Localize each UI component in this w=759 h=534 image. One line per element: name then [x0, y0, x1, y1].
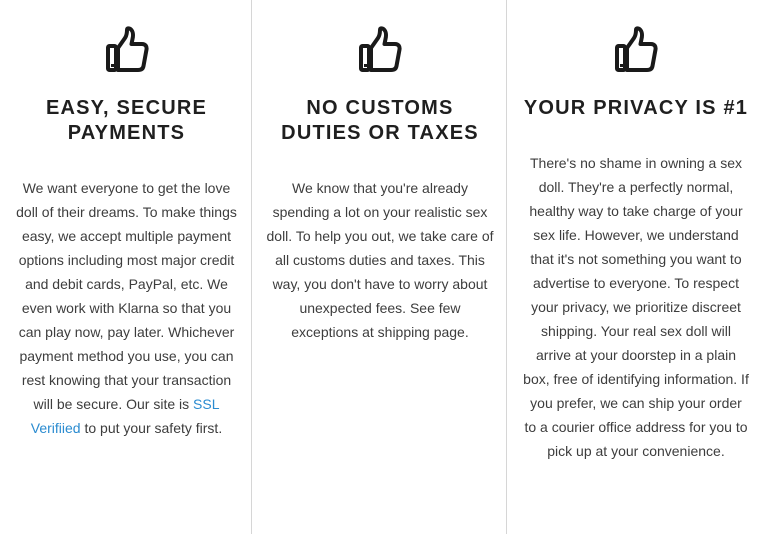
feature-description: [266, 176, 494, 344]
ssl-verified-link[interactable]: SSL Verifiied: [30, 396, 220, 436]
feature-text: We want everyone to get the love doll of their dreams. To make things easy, we accept multiple payment options including most major credit and debit cards, PayPal, etc. We even work with Klarna so that you can play now, pay later. Whichever payment method you use, you can rest knowing that your transaction will be secure. Our site is: [16, 180, 237, 412]
feature-description: [16, 176, 237, 440]
feature-description: [523, 151, 749, 463]
feature-secure-payments: [0, 0, 252, 534]
thumbs-up-icon: [358, 26, 402, 74]
feature-text: There's no shame in owning a sex doll. They're a perfectly normal, healthy way to take charge of your sex life. However, we understand that it's not something you want to advertise to everyone. To respect your privacy, we prioritize discreet shipping. Your real sex doll will arrive at your doorstep in a plain box, free of identifying information. If you prefer, we can ship your order to a courier office address for you to pick up at your convenience.: [523, 155, 749, 459]
feature-title: EASY, SECURE PAYMENTS: [45, 97, 208, 144]
feature-title: YOUR PRIVACY IS #1: [523, 97, 749, 119]
feature-privacy: [507, 0, 759, 534]
thumbs-up-icon: [105, 26, 149, 74]
feature-text: We know that you're already spending a lot on your realistic sex doll. To help you out, we take care of all customs duties and taxes. This way, you don't have to worry about unexpected fees. See few exceptions at shipping page.: [266, 180, 494, 340]
feature-no-customs: [252, 0, 507, 534]
thumbs-up-icon: [614, 26, 658, 74]
feature-text-end: to put your safety first.: [80, 420, 223, 436]
feature-title: NO CUSTOMS DUTIES OR TAXES: [281, 97, 479, 144]
